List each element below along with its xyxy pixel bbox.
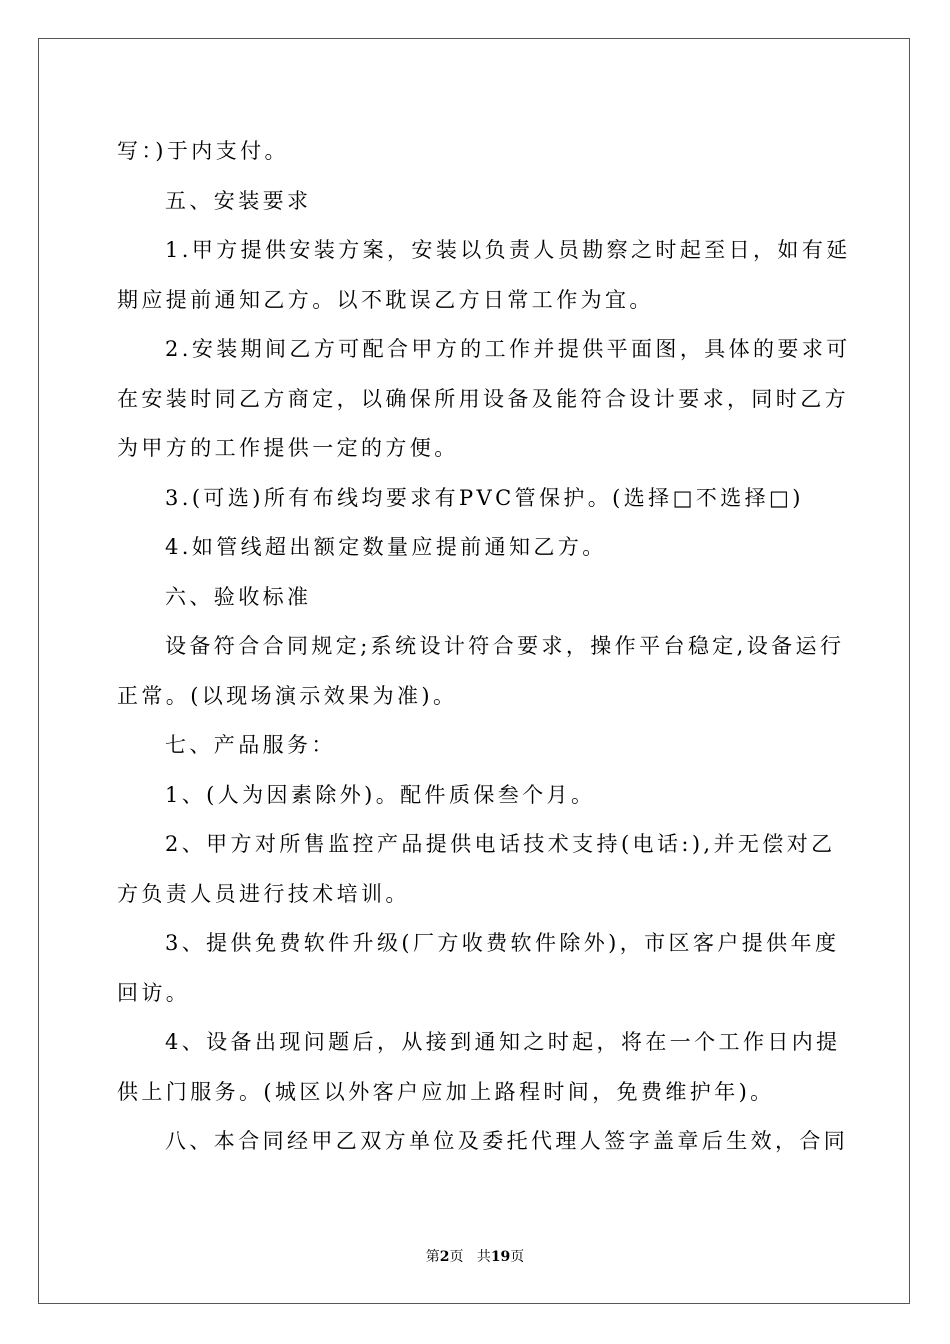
text-line: 写：)于内支付。 — [117, 139, 289, 163]
footer-page-suffix: 页 — [449, 1249, 464, 1265]
text-line: 回访。 — [117, 980, 191, 1005]
text-line: 2、甲方对所售监控产品提供电话技术支持(电话:),并无偿对乙 — [165, 832, 836, 856]
text-line: 3.(可选)所有布线均要求有PVC管保护。(选择□不选择□) — [165, 485, 804, 510]
text-line: 六、验收标准 — [165, 584, 312, 609]
text-line: 1、(人为因素除外)。配件质保叁个月。 — [165, 782, 596, 807]
footer-page-number: 2 — [439, 1249, 450, 1265]
text-line: 在安装时同乙方商定，以确保所用设备及能符合设计要求，同时乙方 — [117, 386, 849, 411]
footer-total-prefix: 共 — [476, 1249, 491, 1265]
text-line: 供上门服务。(城区以外客户应加上路程时间，免费维护年)。 — [117, 1079, 775, 1104]
text-line: 五、安装要求 — [165, 188, 312, 213]
text-line: 4、设备出现问题后，从接到通知之时起，将在一个工作日内提 — [165, 1030, 841, 1054]
footer-page-prefix: 第 — [425, 1249, 440, 1265]
footer-total-pages: 19 — [490, 1249, 511, 1265]
text-line: 为甲方的工作提供一定的方便。 — [117, 436, 459, 460]
document-body — [117, 127, 851, 1167]
text-line: 方负责人员进行技术培训。 — [117, 881, 410, 906]
text-line: 3、提供免费软件升级(厂方收费软件除外)，市区客户提供年度 — [165, 931, 840, 955]
page-footer — [0, 1247, 950, 1267]
text-line: 4.如管线超出额定数量应提前通知乙方。 — [165, 535, 607, 559]
text-line: 期应提前通知乙方。以不耽误乙方日常工作为宜。 — [117, 287, 654, 312]
text-line: 设备符合合同规定;系统设计符合要求，操作平台稳定,设备运行 — [165, 634, 845, 658]
text-line: 正常。(以现场演示效果为准)。 — [117, 683, 458, 708]
text-line: 1.甲方提供安装方案，安装以负责人员勘察之时起至日，如有延 — [165, 238, 851, 262]
text-line: 八、本合同经甲乙双方单位及委托代理人签字盖章后生效，合同 — [165, 1129, 849, 1153]
text-line: 2.安装期间乙方可配合甲方的工作并提供平面图，具体的要求可 — [165, 337, 851, 361]
footer-total-suffix: 页 — [510, 1249, 525, 1265]
text-line: 七、产品服务： — [165, 733, 336, 757]
